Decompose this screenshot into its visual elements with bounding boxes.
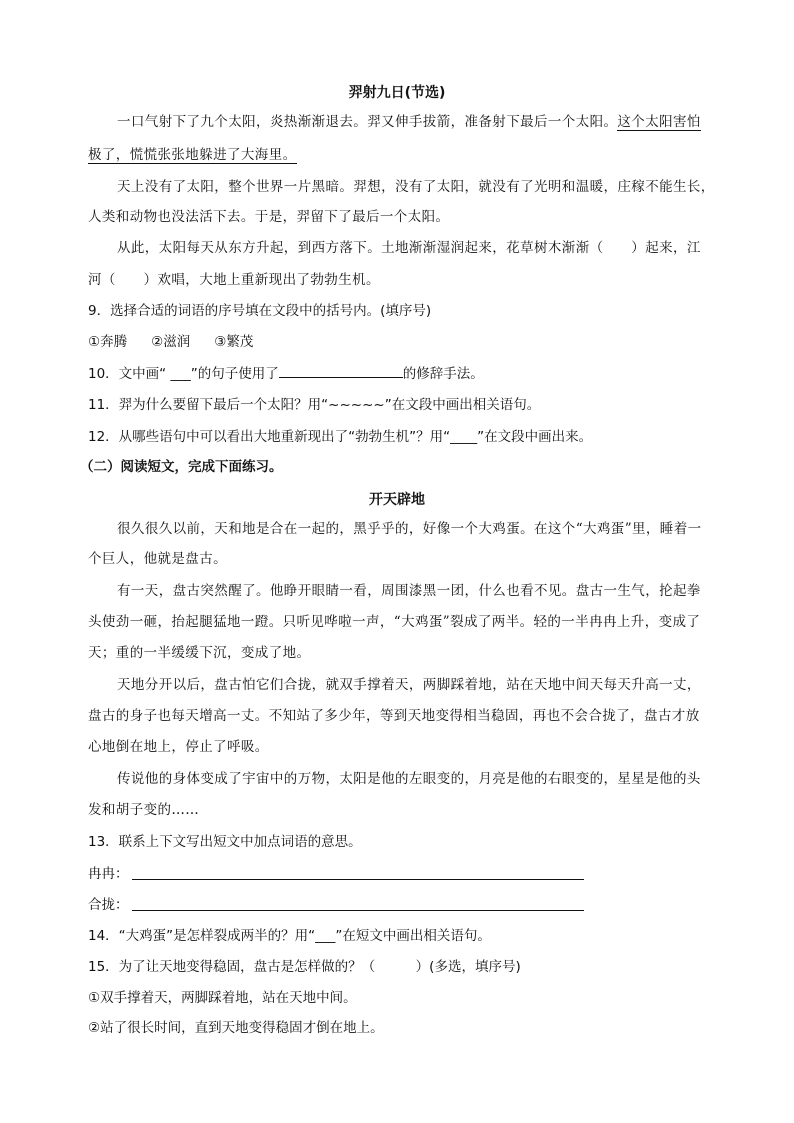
q9-option-3: ③繁茂: [214, 334, 254, 350]
passage1-p3-line1: 从此，太阳每天从东方升起，到西方落下。土地渐渐湿润起来，花草树木渐渐（ ）起来，江: [117, 240, 701, 256]
section2-p4-line1: 传说他的身体变成了宇宙中的万物，太阳是他的左眼变的，月亮是他的右眼变的，星星是他的头: [117, 771, 701, 787]
question-13: 13．联系上下文写出短文中加点词语的意思。: [88, 834, 362, 850]
section2-p4-line2: 发和胡子变的……: [88, 802, 200, 818]
question-11: 11．羿为什么要留下最后一个太阳？用“~~~~~”在文段中画出相关语句。: [88, 397, 541, 413]
question-15: 15．为了让天地变得稳固，盘古是怎样做的？（ ）(多选，填序号): [88, 959, 521, 975]
passage1-p1-line2: [88, 145, 297, 165]
section2-p2-line3: 天；重的一半缓缓下沉，变成了地。: [88, 645, 311, 661]
section2-p1-line1: 很久很久以前，天和地是合在一起的，黑乎乎的，好像一个大鸡蛋。在这个“大鸡蛋”里，睡着一: [117, 521, 702, 537]
q13-word1-answer-line[interactable]: [132, 879, 584, 880]
section2-title: 开天辟地: [369, 492, 425, 508]
passage1-title: 羿射九日(节选): [348, 85, 446, 101]
q9-option-2: ②滋润: [151, 334, 191, 350]
section2-p3-line1: 天地分开以后，盘古怕它们合拢，就双手撑着天，两脚踩着地，站在天地中间天每天升高一丈，: [117, 677, 701, 693]
q10-text-b: 的修辞手法。: [402, 366, 484, 382]
section2-p3-line2: 盘古的身子也每天增高一丈。不知站了多少年，等到天地变得相当稳固，再也不会合拢了，盘古才放: [88, 708, 700, 724]
passage1-p3-line2: 河（ ）欢唱，大地上重新现出了勃勃生机。: [88, 272, 380, 288]
q9-option-1: ①奔腾: [88, 334, 128, 350]
passage1-p1-underlined: 这个太阳害怕: [617, 114, 701, 130]
q10-text-a: 10．文中画“ ___”的句子使用了: [88, 366, 279, 382]
q13-word1-label: 冉冉：: [88, 866, 129, 882]
section2-p1-line2: 个巨人，他就是盘古。: [88, 551, 227, 567]
section2-p2-line1: 有一天，盘古突然醒了。他睁开眼睛一看，周围漆黑一团，什么也看不见。盘古一生气，抡起拳: [117, 583, 701, 599]
passage1-p1-underlined-cont: 极了，慌慌张张地躲进了大海里。: [88, 147, 297, 163]
question-10: [88, 364, 484, 384]
q10-answer-blank[interactable]: [279, 377, 403, 378]
q15-option-1: ①双手撑着天，两脚踩着地，站在天地中间。: [88, 990, 357, 1006]
passage1-p1-text: 一口气射下了九个太阳，炎热渐渐退去。羿又伸手拔箭，准备射下最后一个太阳。: [117, 114, 618, 130]
passage1-p2-line1: 天上没有了太阳，整个世界一片黑暗。羿想，没有了太阳，就没有了光明和温暖，庄稼不能生长，: [117, 179, 715, 195]
q15-option-2: ②站了很长时间，直到天地变得稳固才倒在地上。: [88, 1020, 384, 1036]
passage1-p1-line1: [117, 112, 701, 132]
section2-heading: （二）阅读短文，完成下面练习。: [80, 459, 283, 475]
question-9-options: [88, 332, 253, 352]
passage1-p2-line2: 人类和动物也没法活下去。于是，羿留下了最后一个太阳。: [88, 209, 450, 225]
q13-word2-label: 合拢：: [88, 897, 129, 913]
section2-p2-line2: 头使劲一砸，抬起腿猛地一蹬。只听见哗啦一声，“大鸡蛋”裂成了两半。轻的一半冉冉上升，变成了: [88, 614, 701, 630]
question-9: 9．选择合适的词语的序号填在文段中的括号内。(填序号): [88, 303, 432, 319]
section2-p3-line3: 心地倒在地上，停止了呼吸。: [88, 739, 269, 755]
question-12: 12．从哪些语句中可以看出大地重新现出了“勃勃生机”？用“____”在文段中画出来。: [88, 429, 593, 445]
question-14: 14．“大鸡蛋”是怎样裂成两半的？用“___”在短文中画出相关语句。: [88, 928, 491, 944]
q13-word2-answer-line[interactable]: [132, 910, 584, 911]
